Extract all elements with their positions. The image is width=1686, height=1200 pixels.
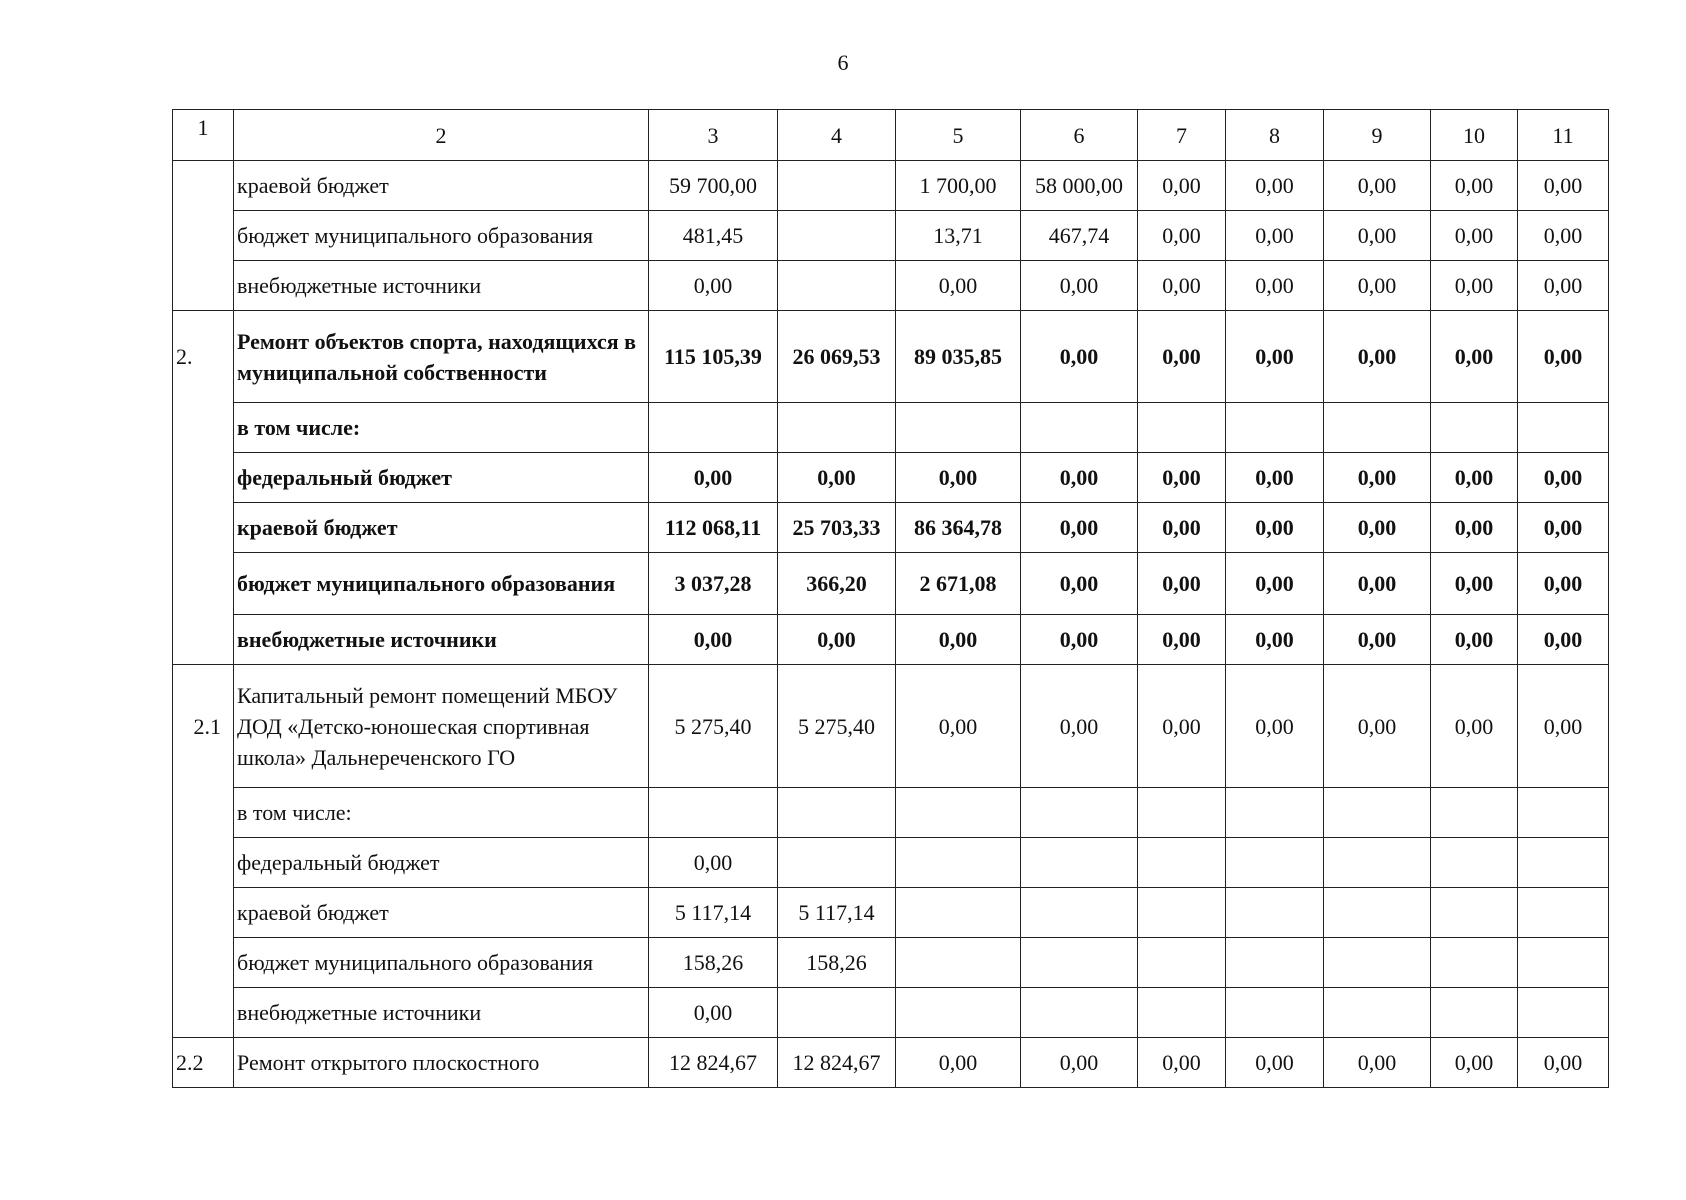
cell-col-6: 0,00 <box>1021 1038 1138 1088</box>
cell-col-3 <box>649 403 778 453</box>
cell-col-4 <box>778 261 896 311</box>
cell-col-6: 0,00 <box>1021 553 1138 615</box>
table-row <box>173 938 1609 988</box>
column-header-7: 7 <box>1138 110 1226 161</box>
cell-col-11: 0,00 <box>1518 665 1609 788</box>
cell-col-8: 0,00 <box>1226 211 1324 261</box>
cell-col-5 <box>896 838 1021 888</box>
cell-col-11 <box>1518 838 1609 888</box>
cell-col-11: 0,00 <box>1518 161 1609 211</box>
cell-col-11 <box>1518 403 1609 453</box>
column-header-2: 2 <box>234 110 649 161</box>
cell-col-8 <box>1226 788 1324 838</box>
budget-table <box>172 109 1609 1088</box>
cell-col-9 <box>1324 788 1431 838</box>
table-row <box>173 503 1609 553</box>
row-index <box>173 938 234 988</box>
cell-col-6 <box>1021 838 1138 888</box>
cell-col-8 <box>1226 938 1324 988</box>
cell-col-4: 0,00 <box>778 615 896 665</box>
cell-col-7: 0,00 <box>1138 311 1226 403</box>
cell-col-3: 5 275,40 <box>649 665 778 788</box>
cell-col-6: 0,00 <box>1021 665 1138 788</box>
row-index <box>173 838 234 888</box>
column-header-1: 1 <box>173 110 234 161</box>
row-index: 2.1 <box>173 665 234 788</box>
cell-col-9: 0,00 <box>1324 453 1431 503</box>
cell-col-11: 0,00 <box>1518 503 1609 553</box>
row-label: краевой бюджет <box>234 888 649 938</box>
row-index <box>173 553 234 615</box>
cell-col-4: 0,00 <box>778 453 896 503</box>
cell-col-9 <box>1324 838 1431 888</box>
cell-col-10: 0,00 <box>1431 553 1518 615</box>
cell-col-7: 0,00 <box>1138 211 1226 261</box>
cell-col-10 <box>1431 888 1518 938</box>
cell-col-6: 0,00 <box>1021 261 1138 311</box>
row-index: 2. <box>173 311 234 403</box>
row-label: внебюджетные источники <box>234 988 649 1038</box>
cell-col-4: 5 275,40 <box>778 665 896 788</box>
cell-col-6 <box>1021 988 1138 1038</box>
cell-col-7: 0,00 <box>1138 261 1226 311</box>
cell-col-10: 0,00 <box>1431 311 1518 403</box>
cell-col-6: 58 000,00 <box>1021 161 1138 211</box>
table-row <box>173 1038 1609 1088</box>
row-label: внебюджетные источники <box>234 615 649 665</box>
cell-col-10 <box>1431 988 1518 1038</box>
cell-col-9: 0,00 <box>1324 503 1431 553</box>
cell-col-11: 0,00 <box>1518 553 1609 615</box>
table-row <box>173 553 1609 615</box>
cell-col-10: 0,00 <box>1431 211 1518 261</box>
cell-col-5 <box>896 788 1021 838</box>
row-label: федеральный бюджет <box>234 838 649 888</box>
table-row <box>173 261 1609 311</box>
table-row <box>173 403 1609 453</box>
row-label: Капитальный ремонт помещений МБОУ ДОД «Детско-юношеская спортивная школа» Дальнереченского ГО <box>234 665 649 788</box>
cell-col-8: 0,00 <box>1226 503 1324 553</box>
cell-col-3: 0,00 <box>649 453 778 503</box>
cell-col-7 <box>1138 988 1226 1038</box>
cell-col-3: 112 068,11 <box>649 503 778 553</box>
cell-col-3 <box>649 788 778 838</box>
cell-col-3: 158,26 <box>649 938 778 988</box>
cell-col-4 <box>778 161 896 211</box>
table-row <box>173 161 1609 211</box>
row-index <box>173 615 234 665</box>
cell-col-11 <box>1518 788 1609 838</box>
cell-col-8 <box>1226 888 1324 938</box>
cell-col-8: 0,00 <box>1226 665 1324 788</box>
cell-col-5: 89 035,85 <box>896 311 1021 403</box>
cell-col-4: 25 703,33 <box>778 503 896 553</box>
cell-col-11: 0,00 <box>1518 615 1609 665</box>
row-label: бюджет муниципального образования <box>234 211 649 261</box>
cell-col-3: 5 117,14 <box>649 888 778 938</box>
cell-col-7: 0,00 <box>1138 553 1226 615</box>
cell-col-6 <box>1021 403 1138 453</box>
cell-col-4 <box>778 838 896 888</box>
cell-col-7 <box>1138 838 1226 888</box>
row-index: 2.2 <box>173 1038 234 1088</box>
column-header-4: 4 <box>778 110 896 161</box>
column-header-9: 9 <box>1324 110 1431 161</box>
row-index <box>173 261 234 311</box>
row-index <box>173 453 234 503</box>
cell-col-8: 0,00 <box>1226 453 1324 503</box>
cell-col-3: 481,45 <box>649 211 778 261</box>
cell-col-4: 366,20 <box>778 553 896 615</box>
row-index <box>173 988 234 1038</box>
row-label: Ремонт объектов спорта, находящихся в муниципальной собственности <box>234 311 649 403</box>
table-row <box>173 988 1609 1038</box>
cell-col-7: 0,00 <box>1138 503 1226 553</box>
cell-col-9: 0,00 <box>1324 665 1431 788</box>
cell-col-8: 0,00 <box>1226 553 1324 615</box>
cell-col-9: 0,00 <box>1324 311 1431 403</box>
cell-col-5: 13,71 <box>896 211 1021 261</box>
row-label: внебюджетные источники <box>234 261 649 311</box>
row-label: в том числе: <box>234 403 649 453</box>
cell-col-6: 0,00 <box>1021 503 1138 553</box>
cell-col-5: 86 364,78 <box>896 503 1021 553</box>
row-index <box>173 211 234 261</box>
column-header-10: 10 <box>1431 110 1518 161</box>
column-header-5: 5 <box>896 110 1021 161</box>
cell-col-11 <box>1518 888 1609 938</box>
cell-col-9: 0,00 <box>1324 261 1431 311</box>
cell-col-6 <box>1021 938 1138 988</box>
cell-col-9: 0,00 <box>1324 211 1431 261</box>
cell-col-11 <box>1518 988 1609 1038</box>
cell-col-8: 0,00 <box>1226 311 1324 403</box>
cell-col-11: 0,00 <box>1518 211 1609 261</box>
cell-col-5: 1 700,00 <box>896 161 1021 211</box>
column-header-11: 11 <box>1518 110 1609 161</box>
cell-col-10 <box>1431 788 1518 838</box>
cell-col-4 <box>778 403 896 453</box>
cell-col-9: 0,00 <box>1324 615 1431 665</box>
row-index <box>173 788 234 838</box>
cell-col-5: 0,00 <box>896 261 1021 311</box>
cell-col-4 <box>778 988 896 1038</box>
cell-col-6: 467,74 <box>1021 211 1138 261</box>
cell-col-3: 59 700,00 <box>649 161 778 211</box>
cell-col-3: 0,00 <box>649 988 778 1038</box>
column-header-6: 6 <box>1021 110 1138 161</box>
cell-col-5 <box>896 988 1021 1038</box>
cell-col-3: 3 037,28 <box>649 553 778 615</box>
page-number: 6 <box>837 50 849 75</box>
cell-col-9: 0,00 <box>1324 161 1431 211</box>
cell-col-4: 5 117,14 <box>778 888 896 938</box>
cell-col-11: 0,00 <box>1518 453 1609 503</box>
row-index <box>173 888 234 938</box>
cell-col-11 <box>1518 938 1609 988</box>
cell-col-5: 0,00 <box>896 453 1021 503</box>
cell-col-4 <box>778 788 896 838</box>
cell-col-8: 0,00 <box>1226 161 1324 211</box>
cell-col-9 <box>1324 988 1431 1038</box>
cell-col-9 <box>1324 888 1431 938</box>
cell-col-10 <box>1431 838 1518 888</box>
cell-col-4: 12 824,67 <box>778 1038 896 1088</box>
row-label: в том числе: <box>234 788 649 838</box>
cell-col-6: 0,00 <box>1021 615 1138 665</box>
cell-col-10: 0,00 <box>1431 665 1518 788</box>
cell-col-6 <box>1021 788 1138 838</box>
cell-col-7 <box>1138 938 1226 988</box>
column-header-8: 8 <box>1226 110 1324 161</box>
cell-col-7: 0,00 <box>1138 161 1226 211</box>
cell-col-8 <box>1226 838 1324 888</box>
cell-col-9: 0,00 <box>1324 553 1431 615</box>
table-row <box>173 615 1609 665</box>
table-row <box>173 665 1609 788</box>
cell-col-3: 0,00 <box>649 615 778 665</box>
cell-col-9 <box>1324 403 1431 453</box>
cell-col-10: 0,00 <box>1431 615 1518 665</box>
table-row <box>173 211 1609 261</box>
cell-col-7 <box>1138 788 1226 838</box>
cell-col-3: 115 105,39 <box>649 311 778 403</box>
cell-col-4: 158,26 <box>778 938 896 988</box>
cell-col-8: 0,00 <box>1226 615 1324 665</box>
cell-col-7: 0,00 <box>1138 665 1226 788</box>
cell-col-7 <box>1138 888 1226 938</box>
cell-col-3: 0,00 <box>649 838 778 888</box>
cell-col-8 <box>1226 988 1324 1038</box>
cell-col-6: 0,00 <box>1021 311 1138 403</box>
cell-col-5 <box>896 888 1021 938</box>
table-row <box>173 838 1609 888</box>
row-label: федеральный бюджет <box>234 453 649 503</box>
cell-col-10: 0,00 <box>1431 1038 1518 1088</box>
cell-col-5 <box>896 403 1021 453</box>
header-row <box>173 110 1609 161</box>
cell-col-6 <box>1021 888 1138 938</box>
table-row <box>173 888 1609 938</box>
row-label: бюджет муниципального образования <box>234 938 649 988</box>
cell-col-7: 0,00 <box>1138 615 1226 665</box>
cell-col-11: 0,00 <box>1518 261 1609 311</box>
cell-col-10: 0,00 <box>1431 453 1518 503</box>
row-index <box>173 503 234 553</box>
cell-col-11: 0,00 <box>1518 1038 1609 1088</box>
row-label: краевой бюджет <box>234 503 649 553</box>
cell-col-9 <box>1324 938 1431 988</box>
cell-col-10 <box>1431 403 1518 453</box>
cell-col-10: 0,00 <box>1431 161 1518 211</box>
cell-col-7 <box>1138 403 1226 453</box>
cell-col-7: 0,00 <box>1138 1038 1226 1088</box>
cell-col-3: 12 824,67 <box>649 1038 778 1088</box>
cell-col-10: 0,00 <box>1431 503 1518 553</box>
row-index <box>173 403 234 453</box>
cell-col-4: 26 069,53 <box>778 311 896 403</box>
cell-col-4 <box>778 211 896 261</box>
row-label: Ремонт открытого плоскостного <box>234 1038 649 1088</box>
cell-col-5: 0,00 <box>896 665 1021 788</box>
cell-col-5: 0,00 <box>896 615 1021 665</box>
cell-col-8: 0,00 <box>1226 261 1324 311</box>
cell-col-5 <box>896 938 1021 988</box>
column-header-3: 3 <box>649 110 778 161</box>
row-label: бюджет муниципального образования <box>234 553 649 615</box>
cell-col-8 <box>1226 403 1324 453</box>
cell-col-5: 2 671,08 <box>896 553 1021 615</box>
table-row <box>173 453 1609 503</box>
row-label: краевой бюджет <box>234 161 649 211</box>
cell-col-7: 0,00 <box>1138 453 1226 503</box>
cell-col-6: 0,00 <box>1021 453 1138 503</box>
cell-col-8: 0,00 <box>1226 1038 1324 1088</box>
cell-col-3: 0,00 <box>649 261 778 311</box>
cell-col-10: 0,00 <box>1431 261 1518 311</box>
table-row <box>173 788 1609 838</box>
cell-col-10 <box>1431 938 1518 988</box>
cell-col-5: 0,00 <box>896 1038 1021 1088</box>
cell-col-9: 0,00 <box>1324 1038 1431 1088</box>
table-row <box>173 311 1609 403</box>
cell-col-11: 0,00 <box>1518 311 1609 403</box>
row-index <box>173 161 234 211</box>
